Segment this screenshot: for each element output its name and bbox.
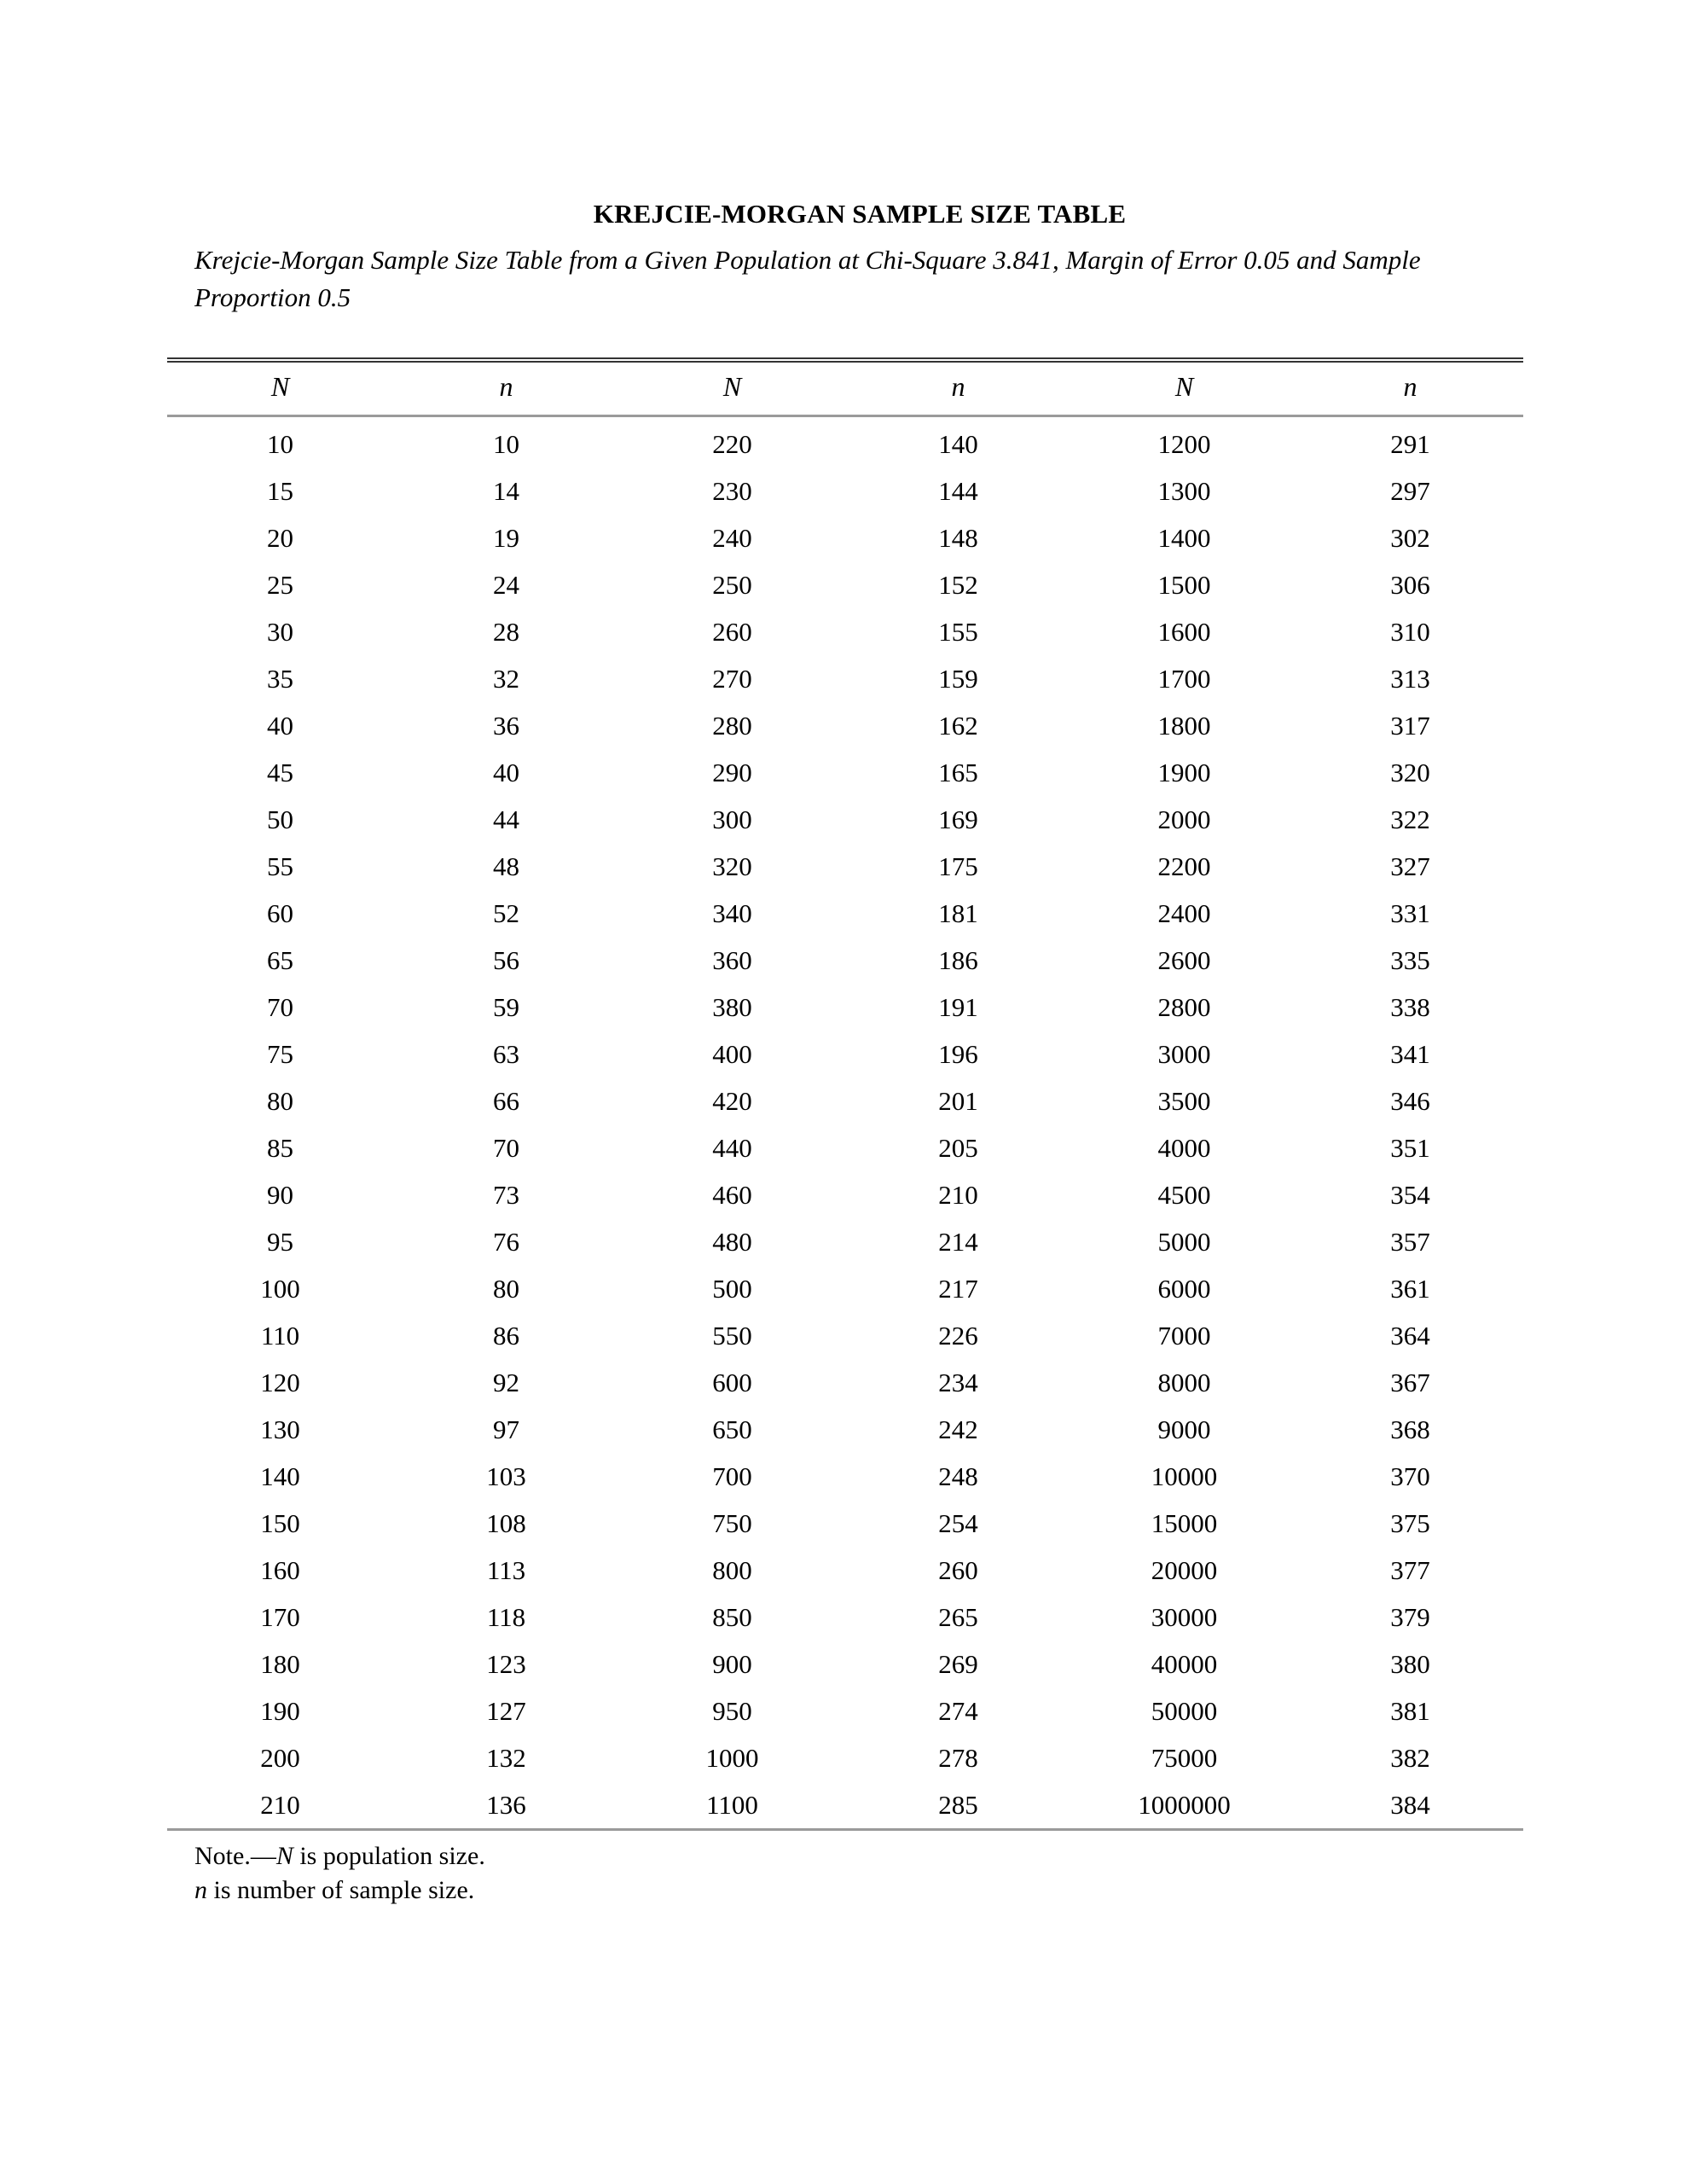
table-cell: 30 xyxy=(267,617,293,648)
table-cell: 341 xyxy=(1390,1039,1430,1070)
table-cell: 85 xyxy=(267,1133,293,1164)
table-cell: 850 xyxy=(712,1602,752,1633)
table-cell: 302 xyxy=(1390,523,1430,554)
table-cell: 103 xyxy=(486,1461,526,1492)
table-row xyxy=(167,417,1523,468)
table-cell: 1000000 xyxy=(1138,1790,1231,1821)
table-cell: 1100 xyxy=(706,1790,758,1821)
table-cell: 269 xyxy=(938,1649,978,1680)
table-cell: 377 xyxy=(1390,1555,1430,1586)
table-cell: 190 xyxy=(260,1696,300,1727)
table-cell: 346 xyxy=(1390,1086,1430,1117)
table-cell: 3000 xyxy=(1157,1039,1211,1070)
table-cell: 230 xyxy=(712,476,752,507)
table-cell: 379 xyxy=(1390,1602,1430,1633)
table-row xyxy=(167,608,1523,655)
document-subtitle: Krejcie-Morgan Sample Size Table from a Given Population at Chi-Square 3.841, Margin of Error 0.05 and Sample Proportion 0.5 xyxy=(194,245,1421,313)
table-cell: 44 xyxy=(493,804,519,835)
table-cell: 382 xyxy=(1390,1743,1430,1774)
table-cell: 5000 xyxy=(1157,1227,1211,1258)
table-row xyxy=(167,702,1523,749)
table-row xyxy=(167,655,1523,702)
table-cell: 123 xyxy=(486,1649,526,1680)
table-cell: 480 xyxy=(712,1227,752,1258)
table-row xyxy=(167,843,1523,890)
table-row xyxy=(167,984,1523,1031)
table-cell: 45 xyxy=(267,758,293,788)
table-cell: 52 xyxy=(493,898,519,929)
table-cell: 280 xyxy=(712,711,752,741)
table-cell: 55 xyxy=(267,851,293,882)
table-cell: 10000 xyxy=(1151,1461,1218,1492)
table-cell: 50000 xyxy=(1151,1696,1218,1727)
table-cell: 1300 xyxy=(1157,476,1211,507)
table-cell: 75 xyxy=(267,1039,293,1070)
table-cell: 76 xyxy=(493,1227,519,1258)
table-cell: 80 xyxy=(267,1086,293,1117)
table-row xyxy=(167,890,1523,937)
column-header-n-1: n xyxy=(499,371,513,403)
table-cell: 360 xyxy=(712,945,752,976)
table-cell: 4500 xyxy=(1157,1180,1211,1211)
table-cell: 340 xyxy=(712,898,752,929)
table-cell: 4000 xyxy=(1157,1133,1211,1164)
table-row xyxy=(167,1077,1523,1124)
table-cell: 600 xyxy=(712,1368,752,1398)
table-cell: 200 xyxy=(260,1743,300,1774)
table-cell: 2000 xyxy=(1157,804,1211,835)
table-cell: 40000 xyxy=(1151,1649,1218,1680)
note-prefix: Note.— xyxy=(194,1842,276,1871)
table-cell: 95 xyxy=(267,1227,293,1258)
table-cell: 234 xyxy=(938,1368,978,1398)
table-row xyxy=(167,1312,1523,1359)
table-cell: 19 xyxy=(493,523,519,554)
table-cell: 32 xyxy=(493,664,519,694)
table-cell: 291 xyxy=(1390,429,1430,460)
table-cell: 367 xyxy=(1390,1368,1430,1398)
column-header-N-1: N xyxy=(270,371,290,403)
table-cell: 165 xyxy=(938,758,978,788)
table-cell: 15 xyxy=(267,476,293,507)
table-cell: 226 xyxy=(938,1321,978,1351)
table-cell: 274 xyxy=(938,1696,978,1727)
table-cell: 59 xyxy=(493,992,519,1023)
table-cell: 460 xyxy=(712,1180,752,1211)
table-cell: 7000 xyxy=(1157,1321,1211,1351)
table-cell: 40 xyxy=(267,711,293,741)
table-row xyxy=(167,1734,1523,1781)
table-cell: 25 xyxy=(267,570,293,601)
table-cell: 265 xyxy=(938,1602,978,1633)
table-cell: 285 xyxy=(938,1790,978,1821)
column-header-N-3: N xyxy=(1174,371,1194,403)
table-cell: 70 xyxy=(267,992,293,1023)
table-row xyxy=(167,1359,1523,1406)
table-cell: 370 xyxy=(1390,1461,1430,1492)
table-row xyxy=(167,1781,1523,1828)
table-header xyxy=(167,363,1523,415)
table-cell: 210 xyxy=(260,1790,300,1821)
table-cell: 169 xyxy=(938,804,978,835)
table-cell: 170 xyxy=(260,1602,300,1633)
table-cell: 186 xyxy=(938,945,978,976)
table-cell: 650 xyxy=(712,1414,752,1445)
table-cell: 201 xyxy=(938,1086,978,1117)
column-header-n-3: n xyxy=(1403,371,1417,403)
table-cell: 66 xyxy=(493,1086,519,1117)
table-cell: 1200 xyxy=(1157,429,1211,460)
table-cell: 24 xyxy=(493,570,519,601)
table-cell: 10 xyxy=(267,429,293,460)
table-cell: 2800 xyxy=(1157,992,1211,1023)
table-cell: 800 xyxy=(712,1555,752,1586)
table-cell: 97 xyxy=(493,1414,519,1445)
table-row xyxy=(167,1641,1523,1687)
table-cell: 14 xyxy=(493,476,519,507)
table-cell: 338 xyxy=(1390,992,1430,1023)
table-cell: 420 xyxy=(712,1086,752,1117)
table-cell: 148 xyxy=(938,523,978,554)
table-cell: 327 xyxy=(1390,851,1430,882)
table-cell: 260 xyxy=(938,1555,978,1586)
table-cell: 700 xyxy=(712,1461,752,1492)
table-cell: 3500 xyxy=(1157,1086,1211,1117)
table-cell: 381 xyxy=(1390,1696,1430,1727)
table-cell: 108 xyxy=(486,1508,526,1539)
table-cell: 335 xyxy=(1390,945,1430,976)
table-cell: 110 xyxy=(260,1321,300,1351)
table-cell: 317 xyxy=(1390,711,1430,741)
table-row xyxy=(167,1687,1523,1734)
table-cell: 181 xyxy=(938,898,978,929)
table-cell: 90 xyxy=(267,1180,293,1211)
sample-size-table-wrapper xyxy=(194,357,1525,1831)
table-cell: 1800 xyxy=(1157,711,1211,741)
table-cell: 214 xyxy=(938,1227,978,1258)
table-cell: 248 xyxy=(938,1461,978,1492)
table-cell: 155 xyxy=(938,617,978,648)
document-content xyxy=(194,198,1525,1907)
table-cell: 2200 xyxy=(1157,851,1211,882)
table-cell: 357 xyxy=(1390,1227,1430,1258)
table-row xyxy=(167,937,1523,984)
table-cell: 140 xyxy=(938,429,978,460)
table-cell: 6000 xyxy=(1157,1274,1211,1304)
table-cell: 136 xyxy=(486,1790,526,1821)
table-cell: 140 xyxy=(260,1461,300,1492)
table-cell: 127 xyxy=(486,1696,526,1727)
table-cell: 440 xyxy=(712,1133,752,1164)
table-cell: 380 xyxy=(1390,1649,1430,1680)
table-cell: 1500 xyxy=(1157,570,1211,601)
table-cell: 20 xyxy=(267,523,293,554)
table-cell: 118 xyxy=(486,1602,526,1633)
table-cell: 56 xyxy=(493,945,519,976)
table-row xyxy=(167,749,1523,796)
table-cell: 92 xyxy=(493,1368,519,1398)
table-row xyxy=(167,514,1523,561)
table-cell: 1000 xyxy=(705,1743,759,1774)
table-cell: 120 xyxy=(260,1368,300,1398)
table-cell: 36 xyxy=(493,711,519,741)
table-cell: 152 xyxy=(938,570,978,601)
table-cell: 242 xyxy=(938,1414,978,1445)
table-cell: 63 xyxy=(493,1039,519,1070)
table-cell: 150 xyxy=(260,1508,300,1539)
table-cell: 9000 xyxy=(1157,1414,1211,1445)
table-body xyxy=(167,417,1523,1828)
table-cell: 35 xyxy=(267,664,293,694)
table-cell: 297 xyxy=(1390,476,1430,507)
table-bottom-rule xyxy=(167,1828,1523,1831)
table-cell: 180 xyxy=(260,1649,300,1680)
table-cell: 250 xyxy=(712,570,752,601)
table-cell: 220 xyxy=(712,429,752,460)
table-cell: 70 xyxy=(493,1133,519,1164)
table-header-row xyxy=(167,363,1523,415)
table-cell: 191 xyxy=(938,992,978,1023)
table-cell: 331 xyxy=(1390,898,1430,929)
table-cell: 162 xyxy=(938,711,978,741)
table-row xyxy=(167,1453,1523,1500)
table-row xyxy=(167,1218,1523,1265)
table-cell: 2400 xyxy=(1157,898,1211,929)
table-cell: 132 xyxy=(486,1743,526,1774)
note-line-sample xyxy=(194,1873,1525,1908)
table-cell: 217 xyxy=(938,1274,978,1304)
table-cell: 100 xyxy=(260,1274,300,1304)
table-cell: 15000 xyxy=(1151,1508,1218,1539)
table-cell: 40 xyxy=(493,758,519,788)
table-note xyxy=(194,1839,1525,1907)
note-symbol-N: N xyxy=(275,1842,293,1871)
table-cell: 290 xyxy=(712,758,752,788)
table-cell: 900 xyxy=(712,1649,752,1680)
column-header-n-2: n xyxy=(951,371,965,403)
sample-size-table-body xyxy=(167,417,1523,1828)
table-cell: 144 xyxy=(938,476,978,507)
table-cell: 20000 xyxy=(1151,1555,1218,1586)
table-cell: 113 xyxy=(486,1555,526,1586)
note-line-population xyxy=(194,1839,1525,1873)
table-row xyxy=(167,1171,1523,1218)
table-row xyxy=(167,468,1523,514)
table-cell: 30000 xyxy=(1151,1602,1218,1633)
table-cell: 160 xyxy=(260,1555,300,1586)
table-cell: 254 xyxy=(938,1508,978,1539)
table-cell: 50 xyxy=(267,804,293,835)
table-cell: 320 xyxy=(1390,758,1430,788)
table-cell: 320 xyxy=(712,851,752,882)
table-cell: 260 xyxy=(712,617,752,648)
table-cell: 950 xyxy=(712,1696,752,1727)
table-cell: 1600 xyxy=(1157,617,1211,648)
page-title: KREJCIE-MORGAN SAMPLE SIZE TABLE xyxy=(593,199,1127,229)
table-row xyxy=(167,1124,1523,1171)
table-cell: 400 xyxy=(712,1039,752,1070)
table-cell: 240 xyxy=(712,523,752,554)
table-cell: 361 xyxy=(1390,1274,1430,1304)
table-cell: 313 xyxy=(1390,664,1430,694)
table-row xyxy=(167,1500,1523,1547)
table-cell: 75000 xyxy=(1151,1743,1218,1774)
table-cell: 310 xyxy=(1390,617,1430,648)
table-cell: 278 xyxy=(938,1743,978,1774)
table-cell: 65 xyxy=(267,945,293,976)
table-cell: 306 xyxy=(1390,570,1430,601)
table-cell: 86 xyxy=(493,1321,519,1351)
table-cell: 368 xyxy=(1390,1414,1430,1445)
table-row xyxy=(167,1265,1523,1312)
table-cell: 1700 xyxy=(1157,664,1211,694)
table-cell: 196 xyxy=(938,1039,978,1070)
table-cell: 364 xyxy=(1390,1321,1430,1351)
table-cell: 48 xyxy=(493,851,519,882)
table-cell: 300 xyxy=(712,804,752,835)
table-row xyxy=(167,561,1523,608)
table-cell: 60 xyxy=(267,898,293,929)
table-cell: 2600 xyxy=(1157,945,1211,976)
table-cell: 10 xyxy=(493,429,519,460)
table-cell: 8000 xyxy=(1157,1368,1211,1398)
table-cell: 354 xyxy=(1390,1180,1430,1211)
sample-size-table xyxy=(167,363,1523,415)
column-header-N-2: N xyxy=(722,371,742,403)
table-cell: 80 xyxy=(493,1274,519,1304)
table-cell: 159 xyxy=(938,664,978,694)
note-symbol-n: n xyxy=(194,1875,207,1904)
table-cell: 73 xyxy=(493,1180,519,1211)
table-cell: 750 xyxy=(712,1508,752,1539)
table-cell: 380 xyxy=(712,992,752,1023)
table-cell: 28 xyxy=(493,617,519,648)
note-text-sample: is number of sample size. xyxy=(207,1875,475,1904)
note-text-population: is population size. xyxy=(293,1842,485,1871)
table-row xyxy=(167,1547,1523,1594)
table-cell: 205 xyxy=(938,1133,978,1164)
table-cell: 175 xyxy=(938,851,978,882)
table-cell: 384 xyxy=(1390,1790,1430,1821)
table-cell: 500 xyxy=(712,1274,752,1304)
table-row xyxy=(167,1594,1523,1641)
table-cell: 210 xyxy=(938,1180,978,1211)
table-cell: 322 xyxy=(1390,804,1430,835)
table-row xyxy=(167,1406,1523,1453)
table-cell: 351 xyxy=(1390,1133,1430,1164)
table-cell: 270 xyxy=(712,664,752,694)
table-row xyxy=(167,796,1523,843)
table-cell: 130 xyxy=(260,1414,300,1445)
table-cell: 1400 xyxy=(1157,523,1211,554)
table-cell: 1900 xyxy=(1157,758,1211,788)
table-cell: 375 xyxy=(1390,1508,1430,1539)
table-row xyxy=(167,1031,1523,1077)
table-cell: 550 xyxy=(712,1321,752,1351)
